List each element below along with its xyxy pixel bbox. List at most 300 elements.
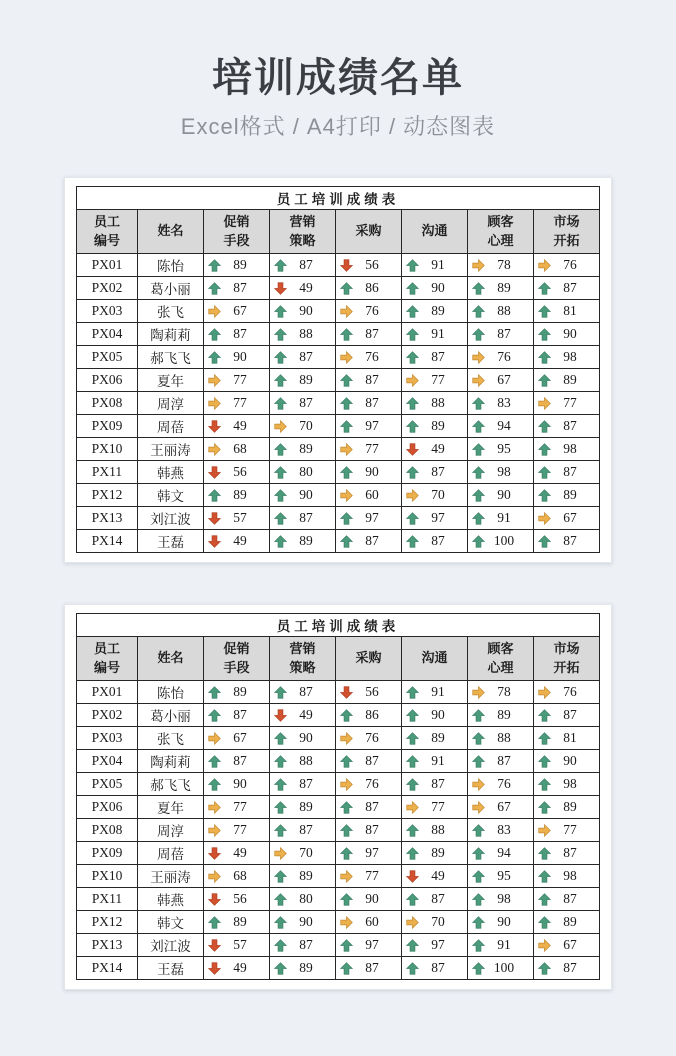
score-cell (204, 704, 270, 727)
score-value: 89 (563, 372, 577, 387)
score-cell (336, 300, 402, 323)
score-value: 97 (431, 937, 445, 952)
right-arrow-icon (340, 870, 353, 883)
employee-name-cell: 周淳 (138, 392, 204, 415)
score-cell (336, 392, 402, 415)
score-value: 87 (299, 776, 313, 791)
score-cell (534, 727, 600, 750)
score-value: 77 (233, 822, 247, 837)
table-title: 员工培训成绩表 (77, 614, 600, 637)
score-cell (336, 727, 402, 750)
up-arrow-icon (538, 962, 551, 975)
up-arrow-icon (274, 916, 287, 929)
score-value: 89 (299, 868, 313, 883)
score-cell (336, 773, 402, 796)
score-cell (402, 819, 468, 842)
table-row (77, 842, 600, 865)
score-value: 87 (563, 960, 577, 975)
right-arrow-icon (274, 847, 287, 860)
score-cell (534, 392, 600, 415)
score-value: 87 (365, 533, 379, 548)
score-cell (204, 888, 270, 911)
up-arrow-icon (538, 847, 551, 860)
employee-name-cell: 王丽涛 (138, 438, 204, 461)
right-arrow-icon (208, 870, 221, 883)
score-value: 90 (431, 280, 445, 295)
score-value: 94 (497, 418, 511, 433)
score-value: 87 (431, 464, 445, 479)
score-cell (204, 438, 270, 461)
up-arrow-icon (274, 778, 287, 791)
score-cell (204, 911, 270, 934)
down-arrow-icon (208, 847, 221, 860)
employee-id-cell: PX02 (77, 277, 138, 300)
score-cell (534, 300, 600, 323)
score-cell (204, 819, 270, 842)
score-cell (270, 346, 336, 369)
down-arrow-icon (274, 282, 287, 295)
table-row (77, 346, 600, 369)
employee-id-cell: PX04 (77, 750, 138, 773)
table-title-row (77, 187, 600, 210)
down-arrow-icon (406, 443, 419, 456)
score-cell (402, 415, 468, 438)
employee-id-cell: PX01 (77, 681, 138, 704)
score-value: 49 (299, 707, 313, 722)
score-value: 90 (563, 753, 577, 768)
score-value: 89 (233, 257, 247, 272)
up-arrow-icon (274, 732, 287, 745)
score-cell (270, 888, 336, 911)
score-value: 76 (365, 730, 379, 745)
score-cell (534, 254, 600, 277)
up-arrow-icon (406, 732, 419, 745)
employee-name-cell: 周蓓 (138, 842, 204, 865)
score-value: 76 (563, 684, 577, 699)
down-arrow-icon (208, 939, 221, 952)
score-cell (270, 461, 336, 484)
column-header: 采购 (336, 210, 402, 254)
score-cell (534, 277, 600, 300)
score-value: 88 (431, 822, 445, 837)
score-value: 89 (431, 845, 445, 860)
employee-name-cell: 葛小丽 (138, 277, 204, 300)
up-arrow-icon (406, 847, 419, 860)
employee-id-cell: PX11 (77, 888, 138, 911)
score-value: 76 (497, 349, 511, 364)
employee-name-cell: 韩文 (138, 484, 204, 507)
score-value: 89 (563, 914, 577, 929)
employee-name-cell: 陈怡 (138, 681, 204, 704)
score-cell (204, 750, 270, 773)
score-value: 95 (497, 441, 511, 456)
right-arrow-icon (538, 939, 551, 952)
up-arrow-icon (340, 847, 353, 860)
up-arrow-icon (406, 420, 419, 433)
up-arrow-icon (538, 489, 551, 502)
score-cell (402, 796, 468, 819)
score-value: 89 (563, 487, 577, 502)
score-cell (468, 796, 534, 819)
score-value: 78 (497, 257, 511, 272)
right-arrow-icon (472, 374, 485, 387)
column-header: 姓名 (138, 637, 204, 681)
score-value: 76 (365, 303, 379, 318)
score-cell (468, 819, 534, 842)
table-row (77, 681, 600, 704)
column-header: 员工 编号 (77, 210, 138, 254)
up-arrow-icon (406, 939, 419, 952)
score-cell (270, 507, 336, 530)
up-arrow-icon (538, 755, 551, 768)
score-cell (468, 773, 534, 796)
score-value: 77 (233, 799, 247, 814)
up-arrow-icon (472, 962, 485, 975)
column-header: 市场 开拓 (534, 210, 600, 254)
score-value: 89 (299, 960, 313, 975)
employee-id-cell: PX06 (77, 796, 138, 819)
up-arrow-icon (538, 351, 551, 364)
employee-name-cell: 刘江波 (138, 934, 204, 957)
up-arrow-icon (406, 305, 419, 318)
score-cell (336, 277, 402, 300)
score-cell (336, 750, 402, 773)
right-arrow-icon (472, 351, 485, 364)
score-cell (468, 484, 534, 507)
score-value: 49 (233, 418, 247, 433)
employee-id-cell: PX08 (77, 819, 138, 842)
score-value: 60 (365, 914, 379, 929)
up-arrow-icon (538, 374, 551, 387)
score-cell (336, 796, 402, 819)
score-value: 90 (299, 914, 313, 929)
score-value: 97 (365, 845, 379, 860)
score-value: 87 (431, 960, 445, 975)
employee-id-cell: PX13 (77, 507, 138, 530)
table-row (77, 507, 600, 530)
score-value: 90 (365, 891, 379, 906)
up-arrow-icon (406, 259, 419, 272)
score-cell (270, 727, 336, 750)
employee-name-cell: 王磊 (138, 957, 204, 980)
score-cell (402, 888, 468, 911)
score-value: 88 (299, 326, 313, 341)
score-cell (468, 277, 534, 300)
right-arrow-icon (538, 397, 551, 410)
score-value: 98 (563, 441, 577, 456)
right-arrow-icon (406, 374, 419, 387)
score-cell (402, 681, 468, 704)
up-arrow-icon (274, 512, 287, 525)
employee-name-cell: 王磊 (138, 530, 204, 553)
score-cell (336, 530, 402, 553)
score-value: 87 (299, 684, 313, 699)
score-value: 89 (299, 441, 313, 456)
score-value: 87 (431, 349, 445, 364)
score-cell (204, 957, 270, 980)
score-value: 87 (563, 533, 577, 548)
score-cell (402, 773, 468, 796)
up-arrow-icon (274, 893, 287, 906)
up-arrow-icon (274, 466, 287, 479)
employee-score-table (76, 613, 600, 980)
score-value: 77 (365, 441, 379, 456)
column-header: 沟通 (402, 637, 468, 681)
score-value: 90 (299, 487, 313, 502)
score-cell (468, 750, 534, 773)
score-cell (270, 277, 336, 300)
employee-name-cell: 夏年 (138, 369, 204, 392)
score-cell (402, 530, 468, 553)
score-value: 97 (431, 510, 445, 525)
score-value: 49 (233, 960, 247, 975)
score-cell (204, 727, 270, 750)
header-row (77, 210, 600, 254)
score-cell (204, 507, 270, 530)
up-arrow-icon (340, 420, 353, 433)
table-row (77, 865, 600, 888)
up-arrow-icon (406, 686, 419, 699)
score-cell (534, 911, 600, 934)
up-arrow-icon (538, 870, 551, 883)
score-value: 56 (365, 684, 379, 699)
up-arrow-icon (340, 328, 353, 341)
score-cell (336, 842, 402, 865)
score-cell (204, 773, 270, 796)
score-cell (336, 369, 402, 392)
score-cell (402, 392, 468, 415)
score-value: 98 (563, 776, 577, 791)
up-arrow-icon (538, 893, 551, 906)
up-arrow-icon (472, 939, 485, 952)
score-value: 91 (497, 510, 511, 525)
score-cell (534, 750, 600, 773)
score-value: 67 (497, 372, 511, 387)
score-value: 87 (233, 707, 247, 722)
table-row (77, 369, 600, 392)
up-arrow-icon (274, 824, 287, 837)
score-cell (468, 507, 534, 530)
table-row (77, 773, 600, 796)
column-header: 姓名 (138, 210, 204, 254)
score-cell (336, 415, 402, 438)
score-cell (270, 773, 336, 796)
score-value: 49 (233, 845, 247, 860)
score-cell (336, 957, 402, 980)
score-cell (534, 681, 600, 704)
score-value: 87 (365, 372, 379, 387)
score-value: 88 (497, 730, 511, 745)
column-header: 员工 编号 (77, 637, 138, 681)
up-arrow-icon (406, 755, 419, 768)
score-cell (204, 530, 270, 553)
employee-name-cell: 刘江波 (138, 507, 204, 530)
up-arrow-icon (406, 778, 419, 791)
score-value: 67 (233, 730, 247, 745)
up-arrow-icon (406, 535, 419, 548)
score-value: 91 (431, 753, 445, 768)
score-cell (468, 530, 534, 553)
score-cell (270, 300, 336, 323)
right-arrow-icon (472, 801, 485, 814)
score-value: 56 (233, 891, 247, 906)
score-cell (402, 704, 468, 727)
employee-name-cell: 陶莉莉 (138, 750, 204, 773)
right-arrow-icon (340, 305, 353, 318)
score-cell (204, 277, 270, 300)
up-arrow-icon (472, 755, 485, 768)
score-cell (336, 819, 402, 842)
score-value: 88 (497, 303, 511, 318)
table-row (77, 438, 600, 461)
score-cell (534, 704, 600, 727)
score-cell (270, 392, 336, 415)
score-value: 98 (563, 349, 577, 364)
right-arrow-icon (472, 259, 485, 272)
score-cell (270, 819, 336, 842)
score-value: 70 (431, 487, 445, 502)
score-cell (336, 888, 402, 911)
score-value: 87 (299, 257, 313, 272)
up-arrow-icon (472, 328, 485, 341)
up-arrow-icon (472, 512, 485, 525)
up-arrow-icon (472, 893, 485, 906)
score-value: 89 (299, 799, 313, 814)
up-arrow-icon (274, 755, 287, 768)
up-arrow-icon (538, 778, 551, 791)
table-row (77, 934, 600, 957)
score-value: 80 (299, 891, 313, 906)
score-value: 83 (497, 395, 511, 410)
score-cell (270, 934, 336, 957)
score-cell (270, 484, 336, 507)
up-arrow-icon (406, 397, 419, 410)
employee-id-cell: PX03 (77, 300, 138, 323)
score-value: 87 (365, 753, 379, 768)
score-value: 97 (365, 937, 379, 952)
up-arrow-icon (208, 686, 221, 699)
up-arrow-icon (208, 351, 221, 364)
right-arrow-icon (208, 305, 221, 318)
score-value: 89 (431, 303, 445, 318)
table-row (77, 415, 600, 438)
score-cell (534, 888, 600, 911)
score-cell (534, 323, 600, 346)
up-arrow-icon (538, 305, 551, 318)
score-value: 88 (431, 395, 445, 410)
employee-name-cell: 陶莉莉 (138, 323, 204, 346)
right-arrow-icon (406, 916, 419, 929)
score-value: 98 (497, 464, 511, 479)
score-cell (204, 484, 270, 507)
score-cell (204, 369, 270, 392)
score-cell (468, 842, 534, 865)
up-arrow-icon (538, 420, 551, 433)
up-arrow-icon (406, 466, 419, 479)
score-value: 56 (365, 257, 379, 272)
score-value: 90 (497, 914, 511, 929)
score-value: 57 (233, 510, 247, 525)
score-value: 70 (299, 845, 313, 860)
score-cell (468, 415, 534, 438)
score-cell (402, 842, 468, 865)
score-cell (270, 957, 336, 980)
up-arrow-icon (274, 686, 287, 699)
score-value: 83 (497, 822, 511, 837)
score-value: 76 (365, 776, 379, 791)
score-cell (204, 461, 270, 484)
score-cell (468, 704, 534, 727)
up-arrow-icon (472, 709, 485, 722)
up-arrow-icon (472, 305, 485, 318)
score-value: 100 (493, 533, 515, 548)
score-cell (534, 773, 600, 796)
right-arrow-icon (538, 259, 551, 272)
table-row (77, 750, 600, 773)
employee-name-cell: 韩燕 (138, 888, 204, 911)
score-value: 91 (431, 326, 445, 341)
employee-name-cell: 郝飞飞 (138, 346, 204, 369)
right-arrow-icon (538, 686, 551, 699)
score-value: 87 (233, 326, 247, 341)
right-arrow-icon (340, 916, 353, 929)
up-arrow-icon (472, 870, 485, 883)
table-row (77, 911, 600, 934)
score-value: 89 (299, 372, 313, 387)
up-arrow-icon (340, 466, 353, 479)
score-cell (534, 415, 600, 438)
score-value: 87 (365, 822, 379, 837)
up-arrow-icon (472, 466, 485, 479)
table-row (77, 323, 600, 346)
score-cell (204, 796, 270, 819)
score-value: 89 (431, 418, 445, 433)
employee-score-table (76, 186, 600, 553)
score-value: 97 (365, 418, 379, 433)
score-cell (468, 392, 534, 415)
score-value: 89 (299, 533, 313, 548)
score-cell (402, 507, 468, 530)
table-row (77, 888, 600, 911)
score-cell (336, 507, 402, 530)
score-cell (402, 323, 468, 346)
score-cell (204, 346, 270, 369)
employee-id-cell: PX14 (77, 530, 138, 553)
score-cell (402, 300, 468, 323)
employee-id-cell: PX09 (77, 415, 138, 438)
up-arrow-icon (340, 282, 353, 295)
employee-id-cell: PX05 (77, 773, 138, 796)
up-arrow-icon (274, 374, 287, 387)
score-value: 87 (299, 937, 313, 952)
employee-id-cell: PX10 (77, 438, 138, 461)
score-value: 91 (431, 257, 445, 272)
up-arrow-icon (538, 732, 551, 745)
right-arrow-icon (208, 824, 221, 837)
up-arrow-icon (472, 916, 485, 929)
score-value: 89 (563, 799, 577, 814)
score-cell (534, 484, 600, 507)
header-row (77, 637, 600, 681)
employee-id-cell: PX04 (77, 323, 138, 346)
score-cell (402, 957, 468, 980)
up-arrow-icon (208, 489, 221, 502)
score-cell (534, 369, 600, 392)
score-cell (468, 911, 534, 934)
employee-id-cell: PX09 (77, 842, 138, 865)
score-value: 87 (563, 464, 577, 479)
score-cell (336, 438, 402, 461)
